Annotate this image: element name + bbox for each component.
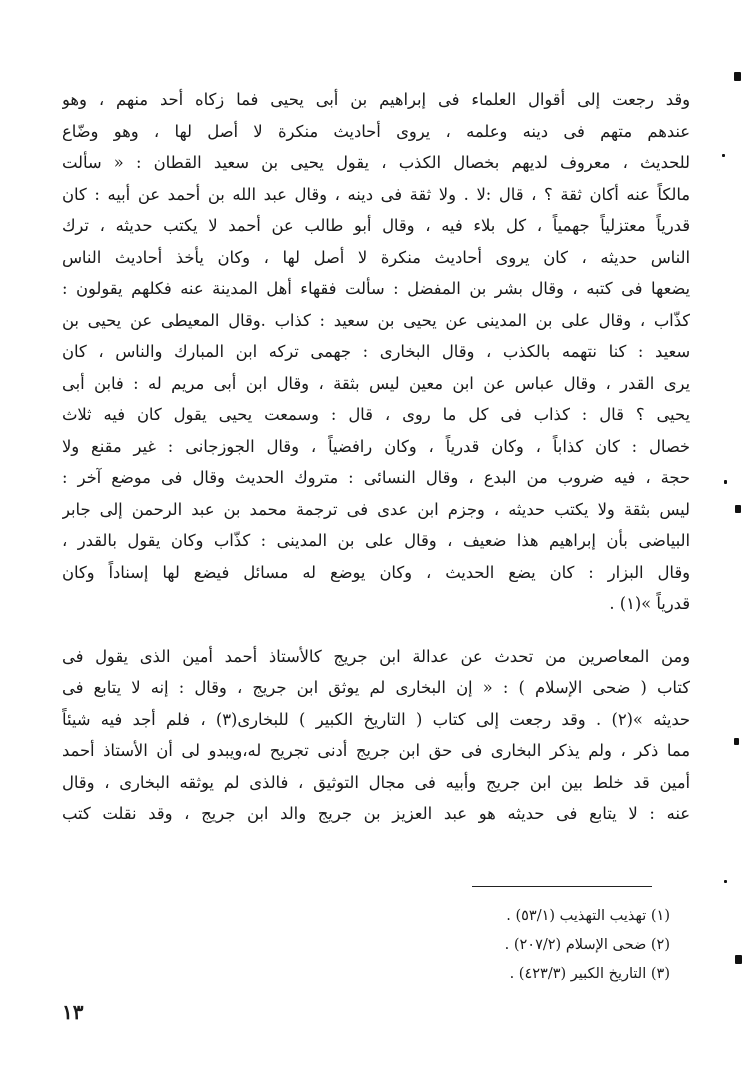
- text-line: عنه : لا يتابع فى حديثه هو عبد العزيز بن جريج والد ابن جريج ، وقد نقلت كتب: [62, 804, 690, 823]
- text-line: كذّاب ، وقال على بن المدينى عن يحيى بن سعيد : كذاب .وقال المعيطى عن يحيى بن: [62, 310, 690, 330]
- text-line: مما ذكر ، ولم يذكر البخارى فى حق ابن جريج أدنى تجريح له،ويبدو لى أن الأستاذ أحمد: [62, 741, 690, 760]
- text-line: يضعها فى كتبه ، وقال بشر بن المفضل : سألت فقهاء أهل المدينة عنه فكلهم يقولون :: [62, 279, 690, 298]
- text-line: للحديث ، معروف لديهم بخصال الكذب ، يقول يحيى بن سعيد القطان : « سألت: [62, 153, 690, 172]
- scan-speck: [734, 738, 739, 745]
- footnotes: [380, 902, 670, 989]
- page-number: ١٣: [62, 1000, 84, 1024]
- text-line: ومن المعاصرين من تحدث عن عدالة ابن جريج كالأستاذ أحمد أمين الذى يقول فى: [62, 646, 690, 666]
- footnote: (١) تهذيب التهذيب (٥٣/١) .: [506, 908, 670, 924]
- text-line: عندهم متهم فى دينه وعلمه ، يروى أحاديث منكرة لا أصل لها ، وهو وضّاع: [62, 121, 690, 141]
- text-line: قدرياً »(١) .: [609, 594, 690, 613]
- body-text: [62, 84, 690, 830]
- text-line: يحيى ؟ قال : كذاب فى كل ما روى ، قال : وسمعت يحيى يقول كان فيه ثلاث: [62, 405, 690, 424]
- scan-speck: [734, 72, 741, 81]
- text-line: حديثه »(٢) . وقد رجعت إلى كتاب ( التاريخ الكبير ) للبخارى(٣) ، فلم أجد فيه شيئاً: [62, 709, 690, 729]
- paragraph-2: [62, 641, 690, 830]
- footnote: (٢) ضحى الإسلام (٢٠٧/٢) .: [504, 937, 670, 953]
- paragraph-gap: [62, 620, 690, 641]
- text-line: كتاب ( ضحى الإسلام ) : « إن البخارى لم يوثق ابن جريج ، وقال : إنه لا يتابع فى: [62, 678, 690, 697]
- scan-speck: [735, 955, 742, 964]
- scan-speck: [724, 880, 727, 883]
- footnote-divider: [472, 886, 652, 887]
- text-line: أمين قد خلط بين ابن جريج وأبيه فى مجال التوثيق ، فالذى لم يوثقه البخارى ، وقال: [62, 772, 690, 792]
- footnote: (٣) التاريخ الكبير (٤٢٣/٣) .: [509, 966, 670, 982]
- text-line: البياضى بأن إبراهيم هذا ضعيف ، وقال على بن المدينى : كذّاب وكان يقول بالقدر ،: [62, 531, 690, 550]
- text-line: وقد رجعت إلى أقوال العلماء فى إبراهيم بن أبى يحيى فما زكاه أحد منهم ، وهو: [62, 90, 690, 109]
- scan-speck: [735, 505, 741, 513]
- text-line: سعيد : كنا نتهمه بالكذب ، وقال البخارى : جهمى تركه ابن المبارك والناس ، كان: [62, 342, 690, 361]
- text-line: حجة ، فيه ضروب من البدع ، وقال النسائى : متروك الحديث وقال فى موضع آخر :: [62, 468, 690, 487]
- scan-speck: [722, 154, 725, 157]
- text-line: قدرياً معتزلياً جهمياً ، كل بلاء فيه ، وقال أبو طالب عن أحمد لا يكتب حديثه ، ترك: [62, 216, 690, 235]
- text-line: يرى القدر ، وقال عباس عن ابن معين ليس بثقة ، وقال ابن أبى مريم له : فابن أبى: [62, 373, 690, 393]
- text-line: خصال : كان كذاباً ، وكان قدرياً ، وكان رافضياً ، وقال الجوزجانى : غير مقنع ولا: [62, 436, 690, 456]
- text-line: مالكاً عنه أكان ثقة ؟ ، قال :لا . ولا ثقة فى دينه ، وقال عبد الله بن أحمد عن أبيه : كان: [62, 184, 690, 204]
- text-line: الناس حديثه ، كان يروى أحاديث منكرة لا أصل لها ، وكان يأخذ أحاديث الناس: [62, 247, 690, 267]
- text-line: وقال البزار : كان يضع الحديث ، وكان يوضع له مسائل فيضع لها إسناداً وكان: [62, 562, 690, 582]
- scan-speck: [724, 480, 727, 484]
- paragraph-1: [62, 84, 690, 620]
- text-line: ليس بثقة ولا يكتب حديثه ، وجزم ابن عدى فى ترجمة محمد بن عبد الرحمن إلى جابر: [62, 499, 690, 519]
